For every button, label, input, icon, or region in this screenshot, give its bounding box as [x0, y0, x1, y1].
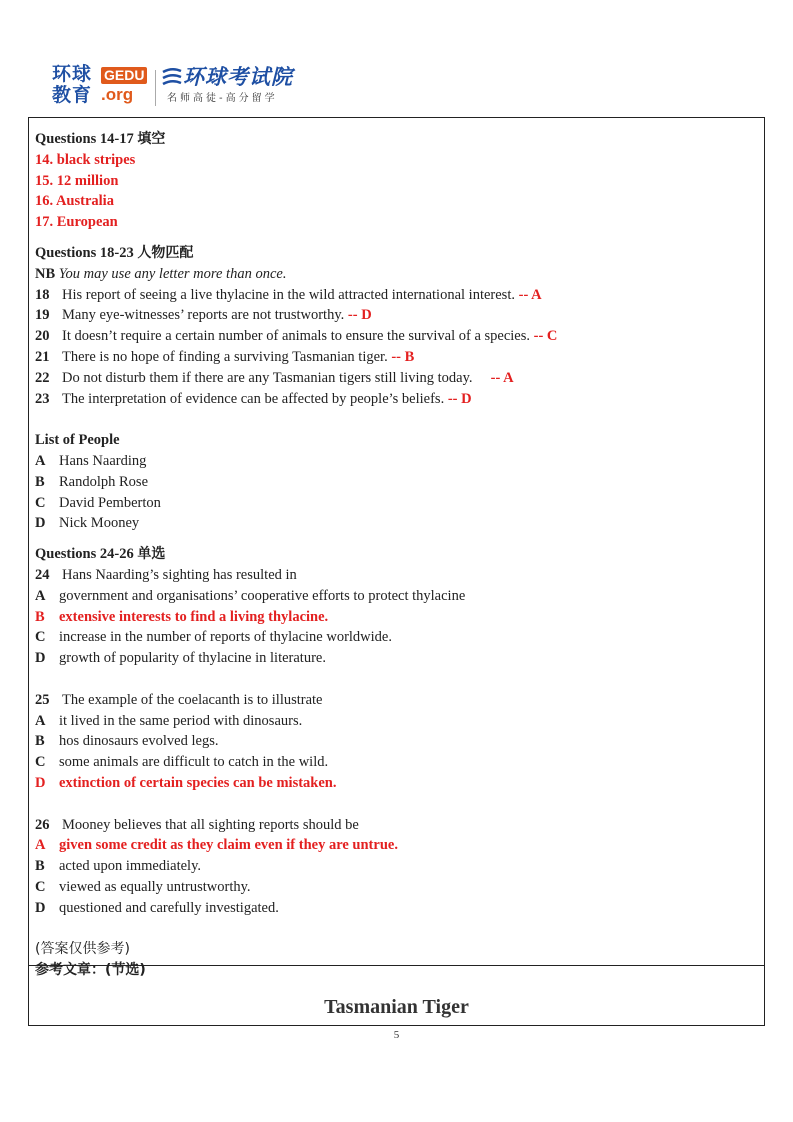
q18-23-heading: Questions 18-23 人物匹配: [35, 244, 194, 261]
article-title: Tasmanian Tiger: [324, 996, 469, 1018]
q26-option-d: D questioned and carefully investigated.: [35, 899, 279, 916]
person-d: D Nick Mooney: [35, 515, 140, 532]
q25-option-d-answer: D extinction of certain species can be mistaken.: [35, 774, 337, 791]
q25-option-a: A it lived in the same period with dinosaurs.: [35, 712, 303, 729]
article-label: 参考文章：(节选): [35, 962, 146, 979]
page-number: 5: [393, 1029, 400, 1041]
person-c: C David Pemberton: [35, 494, 161, 511]
answer-23: -- D: [447, 390, 472, 407]
answer-22: -- A: [490, 369, 514, 386]
logo-right-slogan: 名师高徒-高分留学: [167, 93, 278, 104]
person-a: A Hans Naarding: [35, 452, 147, 469]
question-20: 20 It doesn’t require a certain number of animals to ensure the survival of a species. -- C: [35, 328, 558, 345]
answer-18: -- A: [518, 286, 542, 303]
question-21: 21 There is no hope of finding a surviving Tasmanian tiger. -- B: [35, 348, 415, 365]
answer-19: -- D: [347, 307, 372, 324]
q26-option-c: C viewed as equally untrustworthy.: [35, 878, 251, 895]
logo-gedu-badge: GEDU: [101, 67, 147, 84]
logo-cn-line2: 教育: [52, 84, 93, 106]
q24-option-a: A government and organisations’ cooperative efforts to protect thylacine: [35, 587, 466, 604]
q26-option-b: B acted upon immediately.: [35, 858, 201, 875]
answer-21: -- B: [391, 348, 415, 365]
globe-swoosh-icon: [161, 66, 183, 90]
logo-org-text: .org: [101, 85, 134, 104]
question-24-stem: 24 Hans Naarding’s sighting has resulted in: [35, 566, 297, 583]
person-b: B Randolph Rose: [35, 473, 149, 490]
q25-option-c: C some animals are difficult to catch in the wild.: [35, 754, 329, 771]
answer-content: [35, 129, 755, 981]
gedu-logo: [52, 64, 152, 110]
answer-14: 14. black stripes: [35, 151, 136, 168]
people-heading: List of People: [35, 432, 120, 449]
q24-option-c: C increase in the number of reports of thylacine worldwide.: [35, 629, 392, 646]
answer-20: -- C: [533, 328, 558, 345]
question-26-stem: 26 Mooney believes that all sighting reports should be: [35, 816, 359, 833]
q24-option-d: D growth of popularity of thylacine in literature.: [35, 650, 326, 667]
answer-16: 16. Australia: [35, 193, 114, 210]
question-23: 23 The interpretation of evidence can be affected by people’s beliefs. -- D: [35, 390, 472, 407]
answer-15: 15. 12 million: [35, 172, 119, 189]
q24-26-heading: Questions 24-26 单选: [35, 546, 166, 563]
question-25-stem: 25 The example of the coelacanth is to illustrate: [35, 691, 323, 708]
nb-note: NB You may use any letter more than once.: [35, 265, 287, 282]
reference-note: (答案仅供参考): [35, 941, 130, 958]
page-header: [52, 64, 752, 110]
question-19: 19 Many eye-witnesses’ reports are not trustworthy. -- D: [35, 307, 372, 324]
logo-separator: [155, 70, 156, 106]
q24-option-b-answer: B extensive interests to find a living thylacine.: [35, 608, 329, 625]
question-18: 18 His report of seeing a live thylacine in the wild attracted international interest. -- A: [35, 286, 542, 303]
q26-option-a-answer: A given some credit as they claim even if they are untrue.: [35, 837, 398, 854]
question-22: 22 Do not disturb them if there are any Tasmanian tigers still living today. -- A: [35, 369, 514, 386]
logo-right-title: 环球考试院: [183, 65, 293, 89]
q25-option-b: B hos dinosaurs evolved legs.: [35, 733, 219, 750]
answer-17: 17. European: [35, 214, 118, 231]
logo-cn-line1: 环球: [52, 63, 93, 85]
q14-17-heading: Questions 14-17 填空: [35, 131, 166, 147]
